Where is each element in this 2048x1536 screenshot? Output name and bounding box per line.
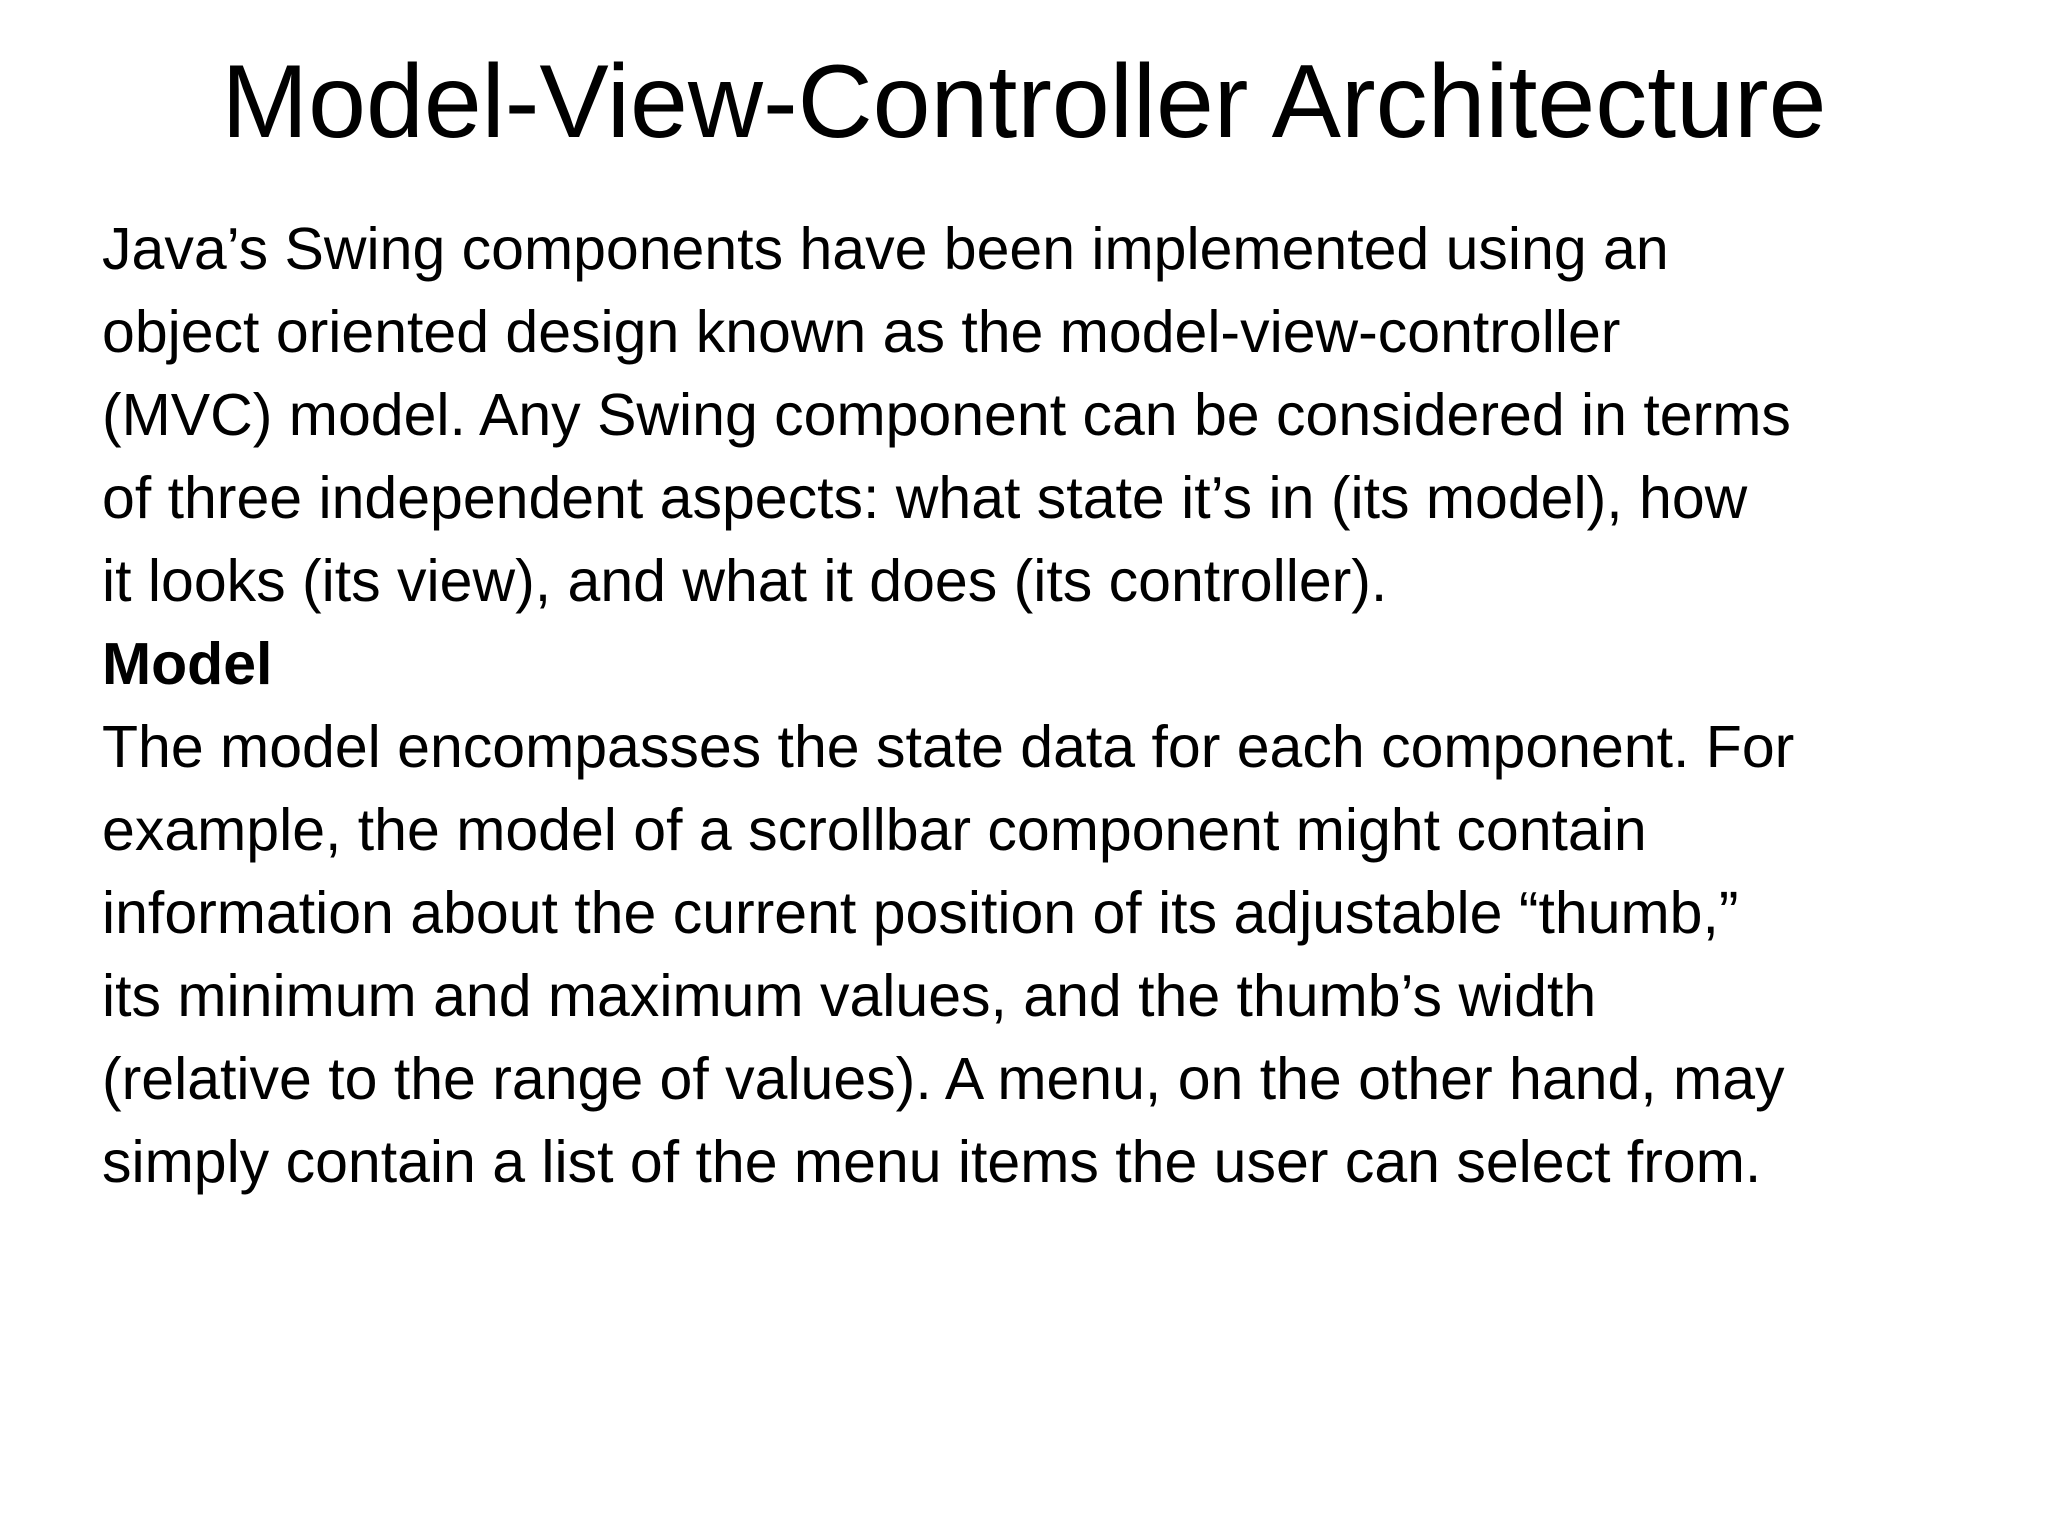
text-line: information about the current position of its adjustable “thumb,” xyxy=(102,880,1739,946)
text-line: of three independent aspects: what state it’s in (its model), how xyxy=(102,465,1748,531)
text-line: object oriented design known as the model-view-controller xyxy=(102,299,1621,365)
model-paragraph xyxy=(102,706,1982,1204)
text-line: example, the model of a scrollbar component might contain xyxy=(102,797,1647,863)
text-line: The model encompasses the state data for each component. For xyxy=(102,714,1795,780)
slide-body xyxy=(102,208,1982,1204)
section-heading-model: Model xyxy=(102,631,273,697)
slide-title: Model-View-Controller Architecture xyxy=(221,44,1827,160)
text-line: (MVC) model. Any Swing component can be considered in terms xyxy=(102,382,1791,448)
text-line: it looks (its view), and what it does (its controller). xyxy=(102,548,1388,614)
text-line: (relative to the range of values). A menu, on the other hand, may xyxy=(102,1046,1785,1112)
text-line: simply contain a list of the menu items the user can select from. xyxy=(102,1129,1762,1195)
intro-paragraph xyxy=(102,208,1982,623)
text-line: its minimum and maximum values, and the thumb’s width xyxy=(102,963,1597,1029)
text-line: Java’s Swing components have been implemented using an xyxy=(102,216,1669,282)
